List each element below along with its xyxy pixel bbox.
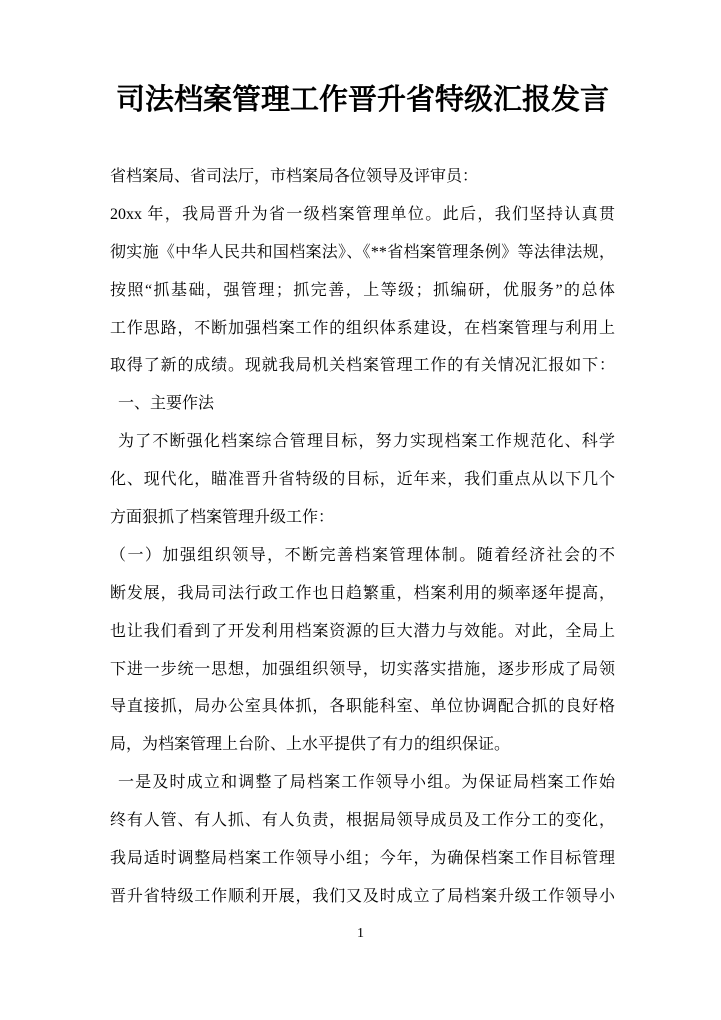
body-line: 彻实施《中华人民共和国档案法》、《**省档案管理条例》等法律法规，: [110, 243, 615, 261]
body-line: 省档案局、省司法厅，市档案局各位领导及评审员：: [110, 168, 479, 185]
body-line: 局，为档案管理上台阶、上水平提供了有力的组织保证。: [110, 736, 511, 754]
body-line: 一、主要作法: [118, 395, 215, 413]
body-line: 按照“抓基础，强管理；抓完善，上等级；抓编研，优服务”的总体: [110, 281, 615, 299]
body-line: 导直接抓，局办公室具体抓，各职能科室、单位协调配合抓的良好格: [110, 698, 615, 716]
body-line: （一）加强组织领导，不断完善档案管理体制。随着经济社会的不: [110, 546, 615, 564]
page-number: 1: [357, 926, 364, 941]
document-body: [110, 158, 615, 916]
body-line: 断发展，我局司法行政工作也日趋繁重，档案利用的频率逐年提高，: [110, 584, 615, 602]
body-line: 一是及时成立和调整了局档案工作领导小组。为保证局档案工作始: [118, 774, 615, 792]
body-line: 20xx 年，我局晋升为省一级档案管理单位。此后，我们坚持认真贯: [110, 205, 615, 223]
body-line: 工作思路，不断加强档案工作的组织体系建设，在档案管理与利用上: [110, 319, 615, 337]
document-title: 司法档案管理工作晋升省特级汇报发言: [115, 84, 609, 116]
body-line: 下进一步统一思想，加强组织领导，切实落实措施，逐步形成了局领: [110, 660, 615, 678]
body-line: 为了不断强化档案综合管理目标，努力实现档案工作规范化、科学: [118, 433, 615, 451]
body-line: 取得了新的成绩。现就我局机关档案管理工作的有关情况汇报如下：: [110, 357, 615, 375]
body-line: 我局适时调整局档案工作领导小组；今年，为确保档案工作目标管理: [110, 850, 615, 868]
body-line: 晋升省特级工作顺利开展，我们又及时成立了局档案升级工作领导小: [110, 887, 615, 905]
body-line: 终有人管、有人抓、有人负责，根据局领导成员及工作分工的变化，: [110, 812, 615, 830]
body-line: 方面狠抓了档案管理升级工作：: [110, 509, 335, 527]
body-line: 也让我们看到了开发利用档案资源的巨大潜力与效能。对此，全局上: [110, 622, 615, 640]
body-line: 化、现代化，瞄准晋升省特级的目标，近年来，我们重点从以下几个: [110, 471, 615, 489]
